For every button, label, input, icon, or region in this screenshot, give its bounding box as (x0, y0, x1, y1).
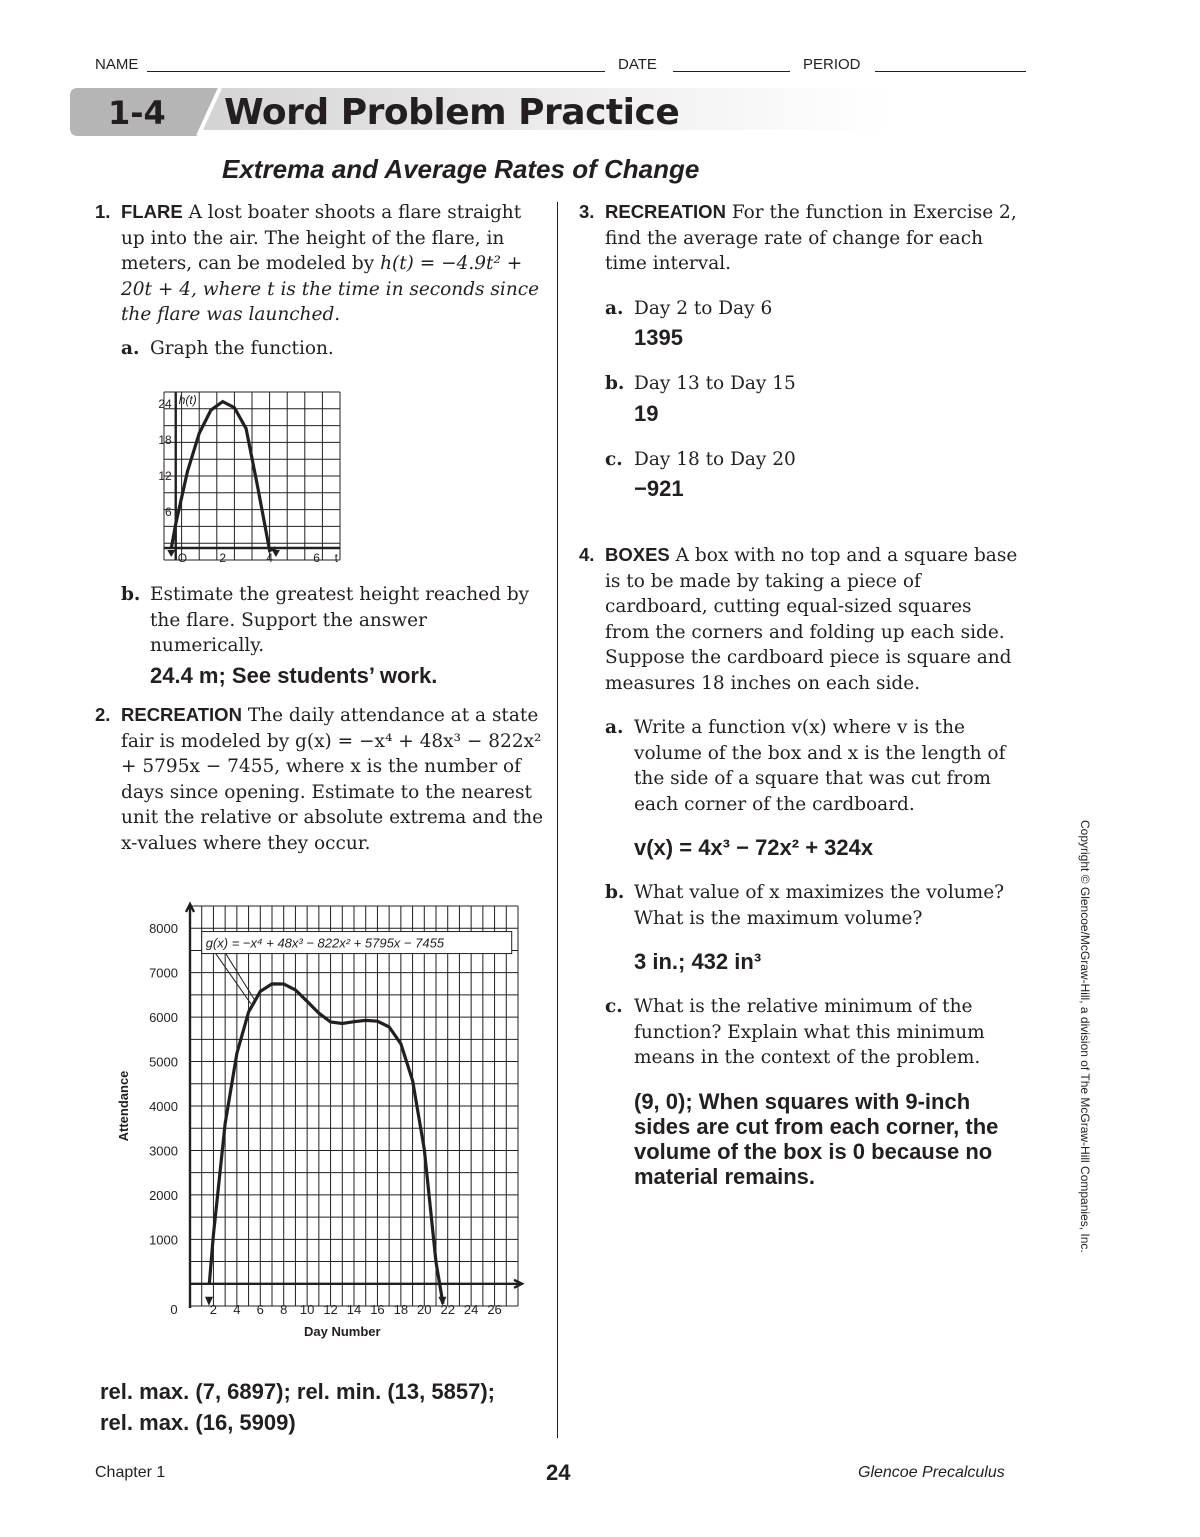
q4a-letter: a. (605, 717, 624, 738)
y-tick-label: 12 (158, 469, 172, 483)
q1a-letter: a. (121, 337, 140, 359)
period-line (875, 71, 1026, 72)
q4b-text: What value of x maximizes the volume? What is the maximum volume? (634, 882, 1005, 929)
y-axis-label: Attendance (116, 1070, 131, 1142)
x-tick-label: 12 (323, 1301, 338, 1317)
q4c (579, 994, 1019, 1189)
column-divider (557, 202, 558, 1438)
x-tick-label: 24 (463, 1301, 479, 1317)
q3c-answer: −921 (634, 476, 684, 501)
q2-text: The daily attendance at a state fair is modeled by g(x) = −x⁴ + 48x³ − 822x² + 5795x − 7455, where x is the number of days since opening. Estimate to the nearest unit the relative or absolute extrema and the x-values where they occur. (121, 705, 544, 854)
q1-equation: h(t) = −4.9t² + 20t + 4, where t is the time in seconds since the flare was launched. (121, 253, 540, 325)
page-number: 24 (546, 1460, 571, 1485)
q1-number: 1. (95, 201, 111, 222)
x-tick-label: 14 (346, 1301, 362, 1317)
y-tick-label: 6 (165, 505, 172, 519)
x-tick-label: 0 (170, 1301, 178, 1317)
y-tick-label: 2000 (149, 1187, 178, 1203)
question-3 (579, 199, 1019, 501)
page-title: Word Problem Practice (224, 92, 680, 133)
q4-heading: BOXES (605, 544, 670, 565)
y-tick-label: 24 (158, 397, 172, 411)
q3-number: 3. (579, 201, 595, 222)
x-tick-label: O (177, 551, 188, 565)
q4a (579, 715, 1019, 860)
attendance-graph (108, 900, 533, 1360)
x-tick-label: 4 (233, 1301, 241, 1317)
question-2 (95, 702, 545, 856)
q3a-answer: 1395 (634, 325, 683, 350)
q3a-letter: a. (605, 297, 624, 319)
x-tick-label: 2 (209, 1301, 218, 1317)
x-tick-label: 16 (370, 1301, 385, 1317)
x-tick-label: 4 (266, 551, 273, 565)
q2-answer-line-2: rel. max. (16, 5909) (100, 1410, 296, 1435)
q4b-letter: b. (605, 882, 625, 903)
q4b (579, 880, 1019, 974)
y-tick-label: 1000 (149, 1232, 178, 1248)
date-line (673, 71, 790, 72)
x-tick-label: 6 (313, 551, 320, 565)
q3b-answer: 19 (634, 400, 659, 426)
q2-answer (100, 1376, 560, 1438)
q1b-text: Estimate the greatest height reached by the flare. Support the answer numerically. (150, 584, 530, 656)
q2-heading: RECREATION (121, 704, 242, 725)
curve-arrow (167, 550, 175, 557)
q3c-text: Day 18 to Day 20 (634, 448, 796, 470)
q4c-answer: (9, 0); When squares with 9-inch sides are cut from each corner, the volume of the box is 0 because no material remains. (634, 1088, 999, 1189)
q3a-text: Day 2 to Day 6 (634, 297, 773, 319)
label-leader (216, 954, 251, 1004)
y-tick-label: 8000 (149, 921, 178, 937)
x-tick-label: 6 (256, 1301, 264, 1317)
x-tick-label: 20 (417, 1301, 432, 1317)
page-subtitle: Extrema and Average Rates of Change (222, 154, 700, 184)
lesson-number: 1-4 (108, 94, 166, 132)
q1-heading: FLARE (121, 201, 183, 222)
q3-text: For the function in Exercise 2, find the average rate of change for each time interval. (605, 202, 1017, 274)
question-1 (95, 199, 545, 361)
x-tick-label: 22 (440, 1301, 455, 1317)
name-label: NAME (95, 56, 139, 73)
attendance-curve (209, 984, 443, 1304)
x-tick-label: 10 (299, 1301, 315, 1317)
question-4 (579, 542, 1019, 1189)
x-axis-label: Day Number (303, 1323, 381, 1339)
q1-text: A lost boater shoots a flare straight up into the air. The height of the flare, in meters, can be modeled by (121, 202, 522, 274)
question-1b (95, 582, 545, 688)
footer-book: Glencoe Precalculus (858, 1464, 1005, 1481)
q1b-letter: b. (121, 584, 141, 605)
y-tick-label: 4000 (149, 1099, 178, 1114)
name-line (147, 71, 605, 72)
q1b-answer: 24.4 m; See students’ work. (150, 662, 438, 688)
function-label: g(x) = −x⁴ + 48x³ − 822x² + 5795x − 7455 (205, 935, 445, 951)
footer-chapter: Chapter 1 (95, 1464, 166, 1481)
q4c-letter: c. (605, 996, 623, 1017)
q2-number: 2. (95, 704, 111, 725)
curve-arrow (272, 550, 280, 557)
y-tick-label: 5000 (149, 1054, 178, 1070)
copyright-text: Copyright © Glencoe/McGraw-Hill, a division of The McGraw-Hill Companies, Inc. (1078, 820, 1092, 1253)
q3b-letter: b. (605, 373, 625, 394)
y-tick-label: 3000 (149, 1143, 178, 1159)
x-tick-label: 2 (219, 551, 227, 565)
q3c-letter: c. (605, 448, 623, 470)
y-tick-label: 18 (158, 433, 172, 447)
q4-number: 4. (579, 544, 595, 565)
q4b-answer: 3 in.; 432 in³ (634, 949, 762, 974)
x-tick-label: 8 (280, 1301, 288, 1317)
q4a-answer: v(x) = 4x³ − 72x² + 324x (634, 835, 874, 860)
period-label: PERIOD (803, 56, 861, 73)
q3a (579, 296, 1019, 351)
x-tick-label: t (334, 551, 338, 565)
q3-heading: RECREATION (605, 201, 726, 222)
date-label: DATE (618, 56, 657, 73)
copyright-notice (1078, 820, 1098, 1290)
flare-graph (160, 390, 344, 572)
q4-text: A box with no top and a square base is to be made by taking a piece of cardboard, cutting equal-sized squares from the corners and folding up each side. Suppose the cardboard piece is square and measures 18 inches on each side. (605, 545, 1018, 694)
label-leader (226, 954, 256, 1002)
q2-answer-line-1: rel. max. (7, 6897); rel. min. (13, 5857); (100, 1379, 495, 1404)
x-tick-label: 26 (487, 1301, 502, 1317)
q4c-text: What is the relative minimum of the function? Explain what this minimum means in the context of the problem. (634, 996, 985, 1068)
x-tick-label: 18 (393, 1301, 409, 1317)
q4a-text: Write a function v(x) where v is the volume of the box and x is the length of the side of a square that was cut from each corner of the cardboard. (634, 717, 1006, 815)
q3c (579, 447, 1019, 502)
function-label: h(t) (178, 393, 197, 407)
q3b (579, 371, 1019, 426)
y-tick-label: 7000 (149, 965, 178, 981)
q3b-text: Day 13 to Day 15 (634, 373, 796, 394)
q1a-text: Graph the function. (150, 337, 334, 359)
y-tick-label: 6000 (149, 1010, 178, 1026)
